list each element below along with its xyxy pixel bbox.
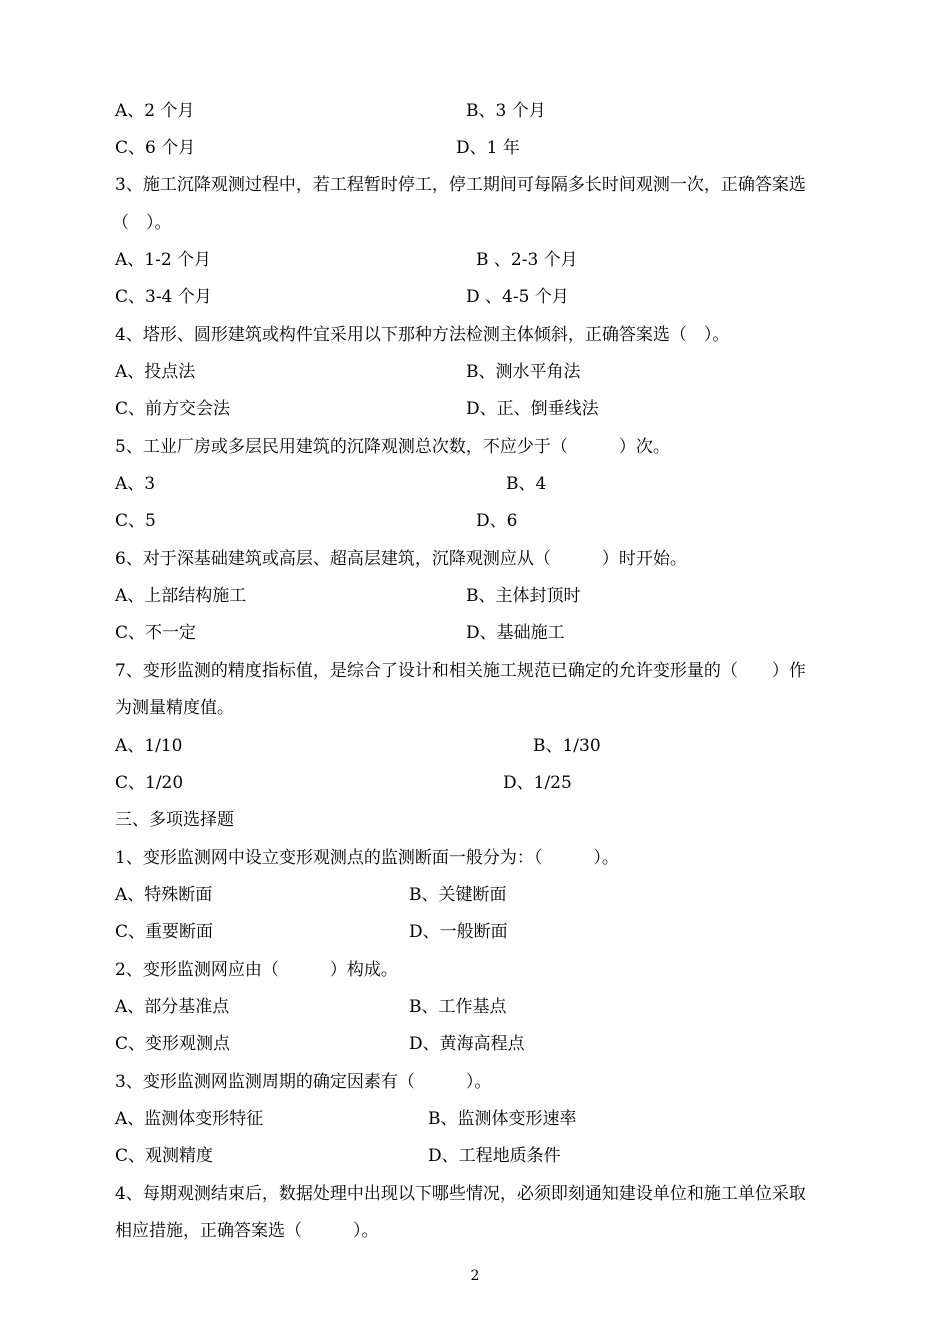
question-3-blank: （ ）。 [112, 213, 172, 233]
option-a: A、特殊断面 [115, 885, 213, 905]
option-a: A、监测体变形特征 [115, 1109, 264, 1129]
page-number: 2 [470, 1268, 480, 1284]
question-5-text: 5、工业厂房或多层民用建筑的沉降观测总次数，不应少于（ ）次。 [115, 437, 670, 457]
option-c: C、5 [115, 511, 156, 531]
option-d: D、一般断面 [409, 922, 508, 942]
option-a: A、部分基准点 [115, 997, 230, 1017]
section-heading: 三、多项选择题 [115, 810, 234, 830]
option-d: D、1/25 [503, 773, 572, 793]
option-c: C、前方交会法 [115, 399, 231, 419]
multi-question-4-text-cont: 相应措施，正确答案选（ ）。 [115, 1221, 379, 1241]
option-c: C、变形观测点 [115, 1034, 231, 1054]
option-b: B、测水平角法 [466, 362, 581, 382]
option-a: A、3 [115, 474, 156, 494]
option-d: D、正、倒垂线法 [466, 399, 599, 419]
option-d: D、6 [476, 511, 518, 531]
option-b: B、1/30 [533, 736, 601, 756]
option-a: A、2 个月 [115, 101, 195, 121]
multi-question-4-text: 4、每期观测结束后，数据处理中出现以下哪些情况，必须即刻通知建设单位和施工单位采取 [115, 1184, 806, 1204]
option-b: B 、2-3 个月 [476, 250, 578, 270]
option-c: C、1/20 [115, 773, 184, 793]
multi-question-1-text: 1、变形监测网中设立变形观测点的监测断面一般分为：（ ）。 [115, 848, 619, 868]
option-d: D、黄海高程点 [409, 1034, 525, 1054]
option-a: A、1/10 [115, 736, 183, 756]
question-3-text: 3、施工沉降观测过程中，若工程暂时停工，停工期间可每隔多长时间观测一次，正确答案选 [115, 175, 806, 195]
question-4-text: 4、塔形、圆形建筑或构件宜采用以下那种方法检测主体倾斜，正确答案选（ ）。 [115, 325, 730, 345]
question-6-text: 6、对于深基础建筑或高层、超高层建筑，沉降观测应从（ ）时开始。 [115, 549, 687, 569]
option-d: D 、4-5 个月 [466, 287, 569, 307]
option-b: B、3 个月 [466, 101, 546, 121]
option-b: B、监测体变形速率 [428, 1109, 577, 1129]
multi-question-2-text: 2、变形监测网应由（ ）构成。 [115, 960, 398, 980]
option-c: C、观测精度 [115, 1146, 214, 1166]
option-d: D、基础施工 [466, 623, 565, 643]
option-a: A、上部结构施工 [115, 586, 247, 606]
option-c: C、不一定 [115, 623, 197, 643]
question-7-text-cont: 为测量精度值。 [115, 698, 234, 718]
option-b: B、关键断面 [409, 885, 507, 905]
option-c: C、重要断面 [115, 922, 214, 942]
option-c: C、3-4 个月 [115, 287, 212, 307]
option-a: A、投点法 [115, 362, 196, 382]
option-c: C、6 个月 [115, 138, 196, 158]
option-b: B、主体封顶时 [466, 586, 581, 606]
multi-question-3-text: 3、变形监测网监测周期的确定因素有（ ）。 [115, 1072, 492, 1092]
option-b: B、4 [506, 474, 547, 494]
option-d: D、1 年 [456, 138, 520, 158]
question-7-text: 7、变形监测的精度指标值，是综合了设计和相关施工规范已确定的允许变形量的（ ）作 [115, 661, 806, 681]
option-d: D、工程地质条件 [428, 1146, 561, 1166]
option-b: B、工作基点 [409, 997, 507, 1017]
option-a: A、1-2 个月 [115, 250, 212, 270]
